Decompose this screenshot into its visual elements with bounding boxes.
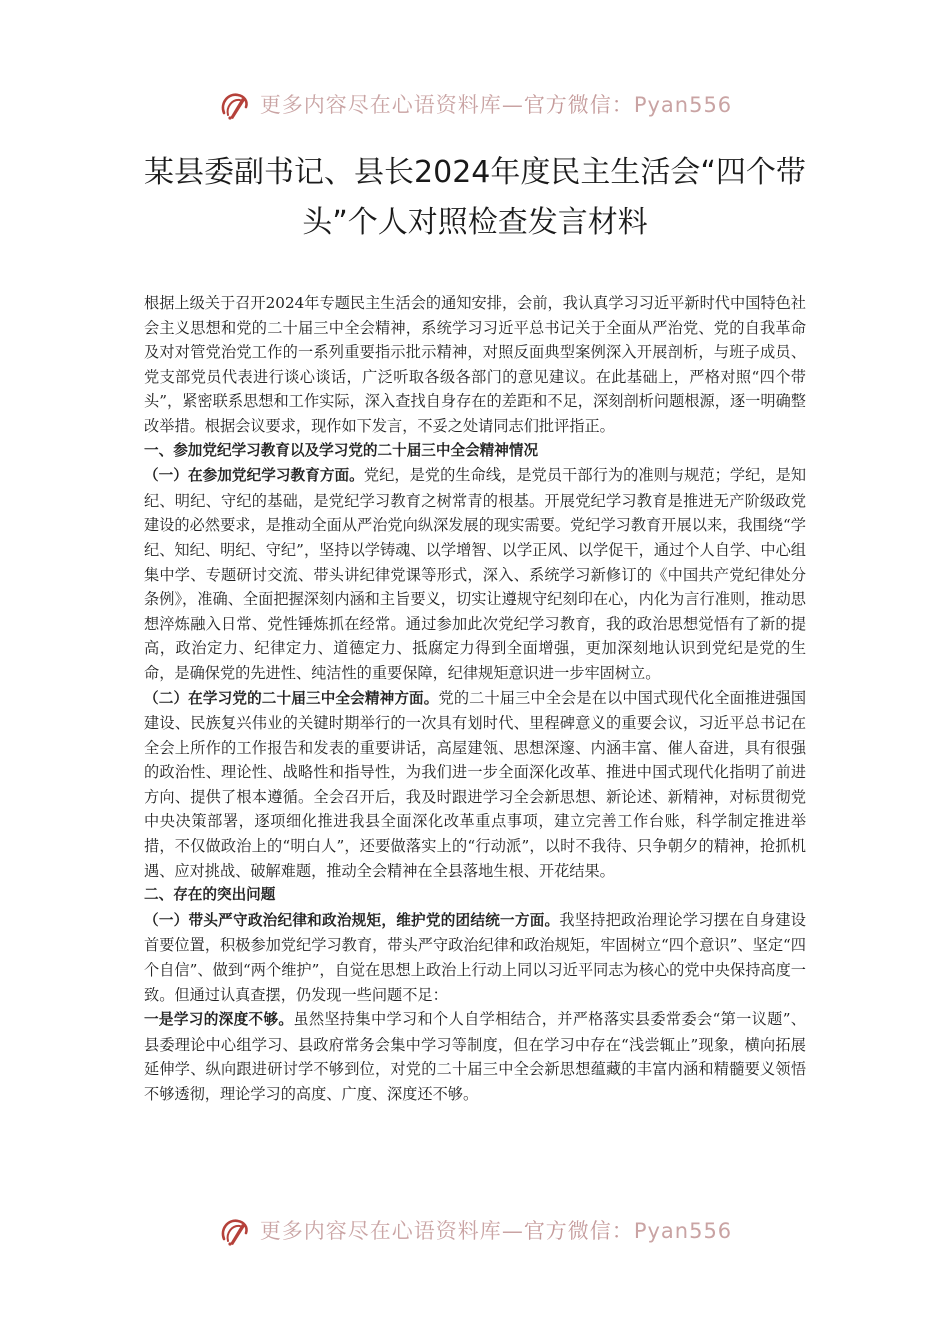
paragraph-text: 虽然坚持集中学习和个人自学相结合，并严格落实县委常委会“第一议题”、县委理论中心组学习、县政府常务会集中学习等制度，但在学习中存在“浅尝辄止”现象，横向拓展延伸学、纵向跟进研讨学不够到位，对党的二十届三中全会新思想蕴藏的丰富内涵和精髓要义领悟不够透彻，理论学习的高度、广度、深度还不够。 bbox=[144, 1010, 806, 1103]
watermark-banner-bottom bbox=[0, 1210, 950, 1250]
paragraph-lead: （一）在参加党纪学习教育方面。 bbox=[144, 467, 364, 485]
paragraph-lead: 一是学习的深度不够。 bbox=[144, 1011, 294, 1029]
document-body bbox=[144, 291, 806, 1107]
paragraph-text: 党的二十届三中全会是在以中国式现代化全面推进强国建设、民族复兴伟业的关键时期举行的一次具有划时代、里程碑意义的重要会议，习近平总书记在全会上所作的工作报告和发表的重要讲话，高屋建瓴、思想深邃、内涵丰富、催人奋进，具有很强的政治性、理论性、战略性和指导性，为我们进一步全面深化改革、推进中国式现代化指明了前进方向、提供了根本遵循。全会召开后，我及时跟进学习全会新思想、新论述、新精神，对标贯彻党中央决策部署，逐项细化推进我县全面深化改革重点事项，建立完善工作台账，科学制定推进举措，不仅做政治上的“明白人”，还要做落实上的“行动派”，以时不我待、只争朝夕的精神，抢抓机遇、应对挑战、破解难题，推动全会精神在全县落地生根、开花结果。 bbox=[144, 688, 807, 880]
intro-paragraph: 根据上级关于召开2024年专题民主生活会的通知安排，会前，我认真学习习近平新时代中国特色社会主义思想和党的二十届三中全会精神，系统学习习近平总书记关于全面从严治党、党的自我革命及对对管党治党工作的一系列重要指示批示精神，对照反面典型案例深入开展剖析，与班子成员、党支部党员代表进行谈心谈话，广泛听取各级各部门的意见建议。在此基础上，严格对照“四个带头”，紧密联系思想和工作实际，深入查找自身存在的差距和不足，深刻剖析问题根源，逐一明确整改举措。根据会议要求，现作如下发言，不妥之处请同志们批评指正。 bbox=[144, 294, 806, 435]
quill-pen-swirl-icon bbox=[218, 87, 252, 121]
paragraph-lead: （二）在学习党的二十届三中全会精神方面。 bbox=[144, 689, 439, 707]
watermark-text bbox=[260, 89, 732, 119]
quill-pen-swirl-icon bbox=[218, 1213, 252, 1247]
watermark-wechat-id: Pyan556 bbox=[633, 1219, 733, 1243]
watermark-site-text: 更多内容尽在心语资料库 bbox=[259, 1219, 502, 1243]
section-heading-2: 二、存在的突出问题 bbox=[144, 886, 276, 904]
watermark-official-label: 官方微信： bbox=[523, 93, 634, 117]
paragraph-text: 我坚持把政治理论学习摆在自身建设首要位置，积极参加党纪学习教育，带头严守政治纪律和政治规矩，牢固树立“四个意识”、坚定“四个自信”、做到“两个维护”，自觉在思想上政治上行动上同以习近平同志为核心的党中央保持高度一致。但通过认真查摆，仍发现一些问题不足： bbox=[144, 910, 806, 1004]
paragraph-lead: （一）带头严守政治纪律和政治规矩，维护党的团结统一方面。 bbox=[144, 911, 560, 929]
paragraph-political-discipline bbox=[144, 908, 806, 1007]
paragraph-discipline-education bbox=[144, 463, 806, 685]
watermark-dash: — bbox=[501, 1219, 524, 1243]
section-heading-1: 一、参加党纪学习教育以及学习党的二十届三中全会精神情况 bbox=[144, 441, 539, 459]
paragraph-text: 党纪，是党的生命线，是党员干部行为的准则与规范；学纪，是知纪、明纪、守纪的基础，是党纪学习教育之树常青的根基。开展党纪学习教育是推进无产阶级政党建设的必然要求，是推动全面从严治党向纵深发展的现实需要。党纪学习教育开展以来，我围绕“学纪、知纪、明纪、守纪”，坚持以学铸魂、以学增智、以学正风、以学促干，通过个人自学、中心组集中学、专题研讨交流、带头讲纪律党课等形式，深入、系统学习新修订的《中国共产党纪律处分条例》，准确、全面把握深刻内涵和主旨要义，切实让遵规守纪刻印在心，内化为言行准则，推动思想淬炼融入日常、党性锤炼抓在经常。通过参加此次党纪学习教育，我的政治思想觉悟有了新的提高，政治定力、纪律定力、道德定力、抵腐定力得到全面增强，更加深刻地认识到党纪是党的生命，是确保党的先进性、纯洁性的重要保障，纪律规矩意识进一步牢固树立。 bbox=[144, 466, 807, 682]
watermark-dash: — bbox=[501, 93, 524, 117]
paragraph-plenary-study bbox=[144, 686, 806, 884]
paragraph-study-depth bbox=[144, 1007, 806, 1106]
watermark-wechat-id: Pyan556 bbox=[633, 93, 733, 117]
watermark-text bbox=[260, 1215, 732, 1245]
watermark-official-label: 官方微信： bbox=[523, 1219, 634, 1243]
document-title: 某县委副书记、县长2024年度民主生活会“四个带头”个人对照检查发言材料 bbox=[144, 155, 806, 240]
watermark-site-text: 更多内容尽在心语资料库 bbox=[259, 93, 502, 117]
watermark-banner-top bbox=[0, 84, 950, 124]
